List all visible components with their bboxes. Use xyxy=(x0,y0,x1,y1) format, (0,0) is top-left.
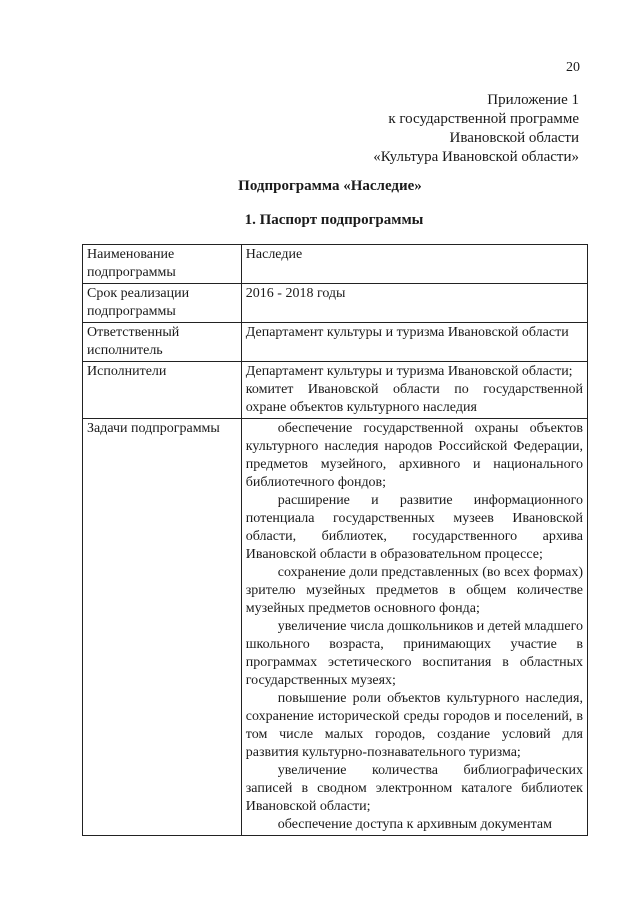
appendix-header xyxy=(279,91,579,167)
row-value xyxy=(241,419,587,836)
row-value: Наследие xyxy=(241,245,587,284)
row-value: Департамент культуры и туризма Ивановской области xyxy=(241,323,587,362)
row-label: Наименование подпрограммы xyxy=(83,245,242,284)
appendix-line: Приложение 1 xyxy=(487,92,579,108)
row-value xyxy=(241,362,587,419)
passport-table xyxy=(82,244,588,836)
appendix-line: Ивановской области xyxy=(449,130,579,146)
task-item: сохранение доли представленных (во всех формах) зрителю музейных предметов в общем количестве музейных предметов основного фонда; xyxy=(245,565,583,616)
task-item: обеспечение доступа к архивным документам xyxy=(277,817,552,832)
table-row xyxy=(83,362,588,419)
table-row xyxy=(83,245,588,284)
appendix-line: «Культура Ивановской области» xyxy=(373,149,579,165)
row-label: Задачи подпрограммы xyxy=(83,419,242,836)
row-label: Ответственный исполнитель xyxy=(83,323,242,362)
task-item: увеличение числа дошкольников и детей младшего школьного возраста, принимающих участие в программах эстетического воспитания в областных государственных музеях; xyxy=(245,619,583,688)
task-item: обеспечение государственной охраны объектов культурного наследия народов Российской Федерации, предметов музейного, архивного и национального библиотечного фондов; xyxy=(245,421,583,490)
row-label: Срок реализации подпрограммы xyxy=(83,284,242,323)
row-label: Исполнители xyxy=(83,362,242,419)
task-item: расширение и развитие информационного потенциала государственных музеев Ивановской области, библиотек, государственного архива Ивановской области в образовательном процессе; xyxy=(245,493,583,562)
executor-item: Департамент культуры и туризма Ивановской области; xyxy=(245,364,573,379)
passport-title: 1. Паспорт подпрограммы xyxy=(244,212,424,228)
task-item: повышение роли объектов культурного наследия, сохранение исторической среды городов и поселений, в том числе малых городов, создание условий для развития культурно-познавательного туризма; xyxy=(245,691,583,760)
row-value: 2016 - 2018 годы xyxy=(241,284,587,323)
task-item: увеличение количества библиографических записей в сводном электронном каталоге библиотек Ивановской области; xyxy=(245,763,583,814)
table-row xyxy=(83,323,588,362)
appendix-line: к государственной программе xyxy=(388,111,579,127)
page-number: 20 xyxy=(566,60,580,75)
executor-item: комитет Ивановской области по государственной охране объектов культурного наследия xyxy=(245,382,583,415)
table-row xyxy=(83,284,588,323)
subprogram-title: Подпрограмма «Наследие» xyxy=(238,178,422,194)
table-row xyxy=(83,419,588,836)
